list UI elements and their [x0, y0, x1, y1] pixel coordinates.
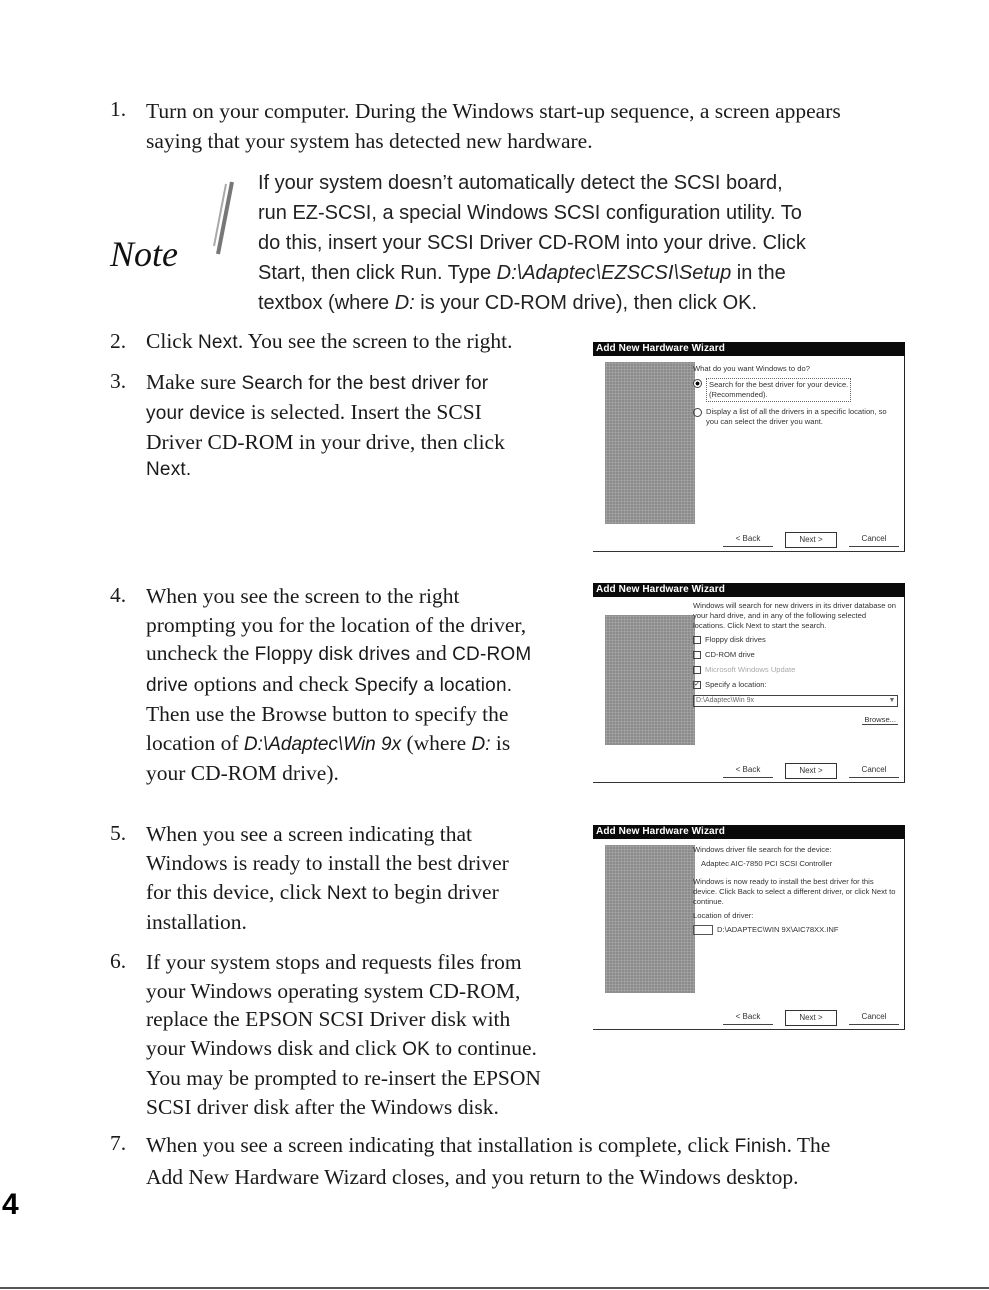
step-number: 6. — [110, 949, 127, 973]
cdrom-option[interactable]: CD-ROM drive — [693, 650, 898, 660]
note-line: do this, insert your SCSI Driver CD-ROM into your drive. Click — [258, 232, 806, 254]
step-number: 2. — [110, 329, 127, 353]
page-number: 4 — [2, 1188, 19, 1221]
dialog-title: Add New Hardware Wizard — [593, 342, 905, 356]
next-button[interactable]: Next > — [785, 1010, 837, 1026]
location-label: Location of driver: — [693, 911, 754, 920]
step-number: 5. — [110, 821, 127, 845]
note-text — [258, 168, 898, 318]
dialog-ready-text: Windows is now ready to install the best driver for this device. Click Back to select a different driver, or click Next to continue. — [693, 877, 896, 906]
wizard-art — [605, 845, 695, 993]
step-number: 3. — [110, 369, 127, 393]
cancel-button[interactable]: Cancel — [849, 532, 899, 547]
step-text-line: saying that your system has detected new hardware. — [146, 129, 593, 153]
wizard-dialog-search — [593, 342, 905, 552]
floppy-option[interactable]: Floppy disk drives — [693, 635, 898, 645]
note-line: Start, then click Run. Type D:\Adaptec\EZSCSI\Setup in the — [258, 262, 786, 284]
radio-icon[interactable] — [693, 408, 702, 417]
note-line: run EZ-SCSI, a special Windows SCSI configuration utility. To — [258, 202, 802, 224]
cancel-button[interactable]: Cancel — [849, 1010, 899, 1025]
wizard-dialog-ready — [593, 825, 905, 1030]
wizard-dialog-location — [593, 583, 905, 783]
note-label: Note — [110, 234, 178, 272]
step-text-line: Turn on your computer. During the Windows start-up sequence, a screen appears — [146, 99, 841, 123]
note-line: textbox (where D: is your CD-ROM drive), then click OK. — [258, 292, 758, 314]
back-button[interactable]: < Back — [723, 532, 773, 547]
location-combo[interactable]: D:\Adaptec\Win 9x ▼ — [693, 695, 898, 707]
checkbox-checked-icon[interactable]: ✓ — [694, 681, 700, 688]
checkbox-icon[interactable] — [693, 636, 701, 644]
browse-button[interactable]: Browse... — [864, 715, 896, 724]
step-number: 7. — [110, 1131, 127, 1155]
dropdown-arrow-icon[interactable]: ▼ — [888, 697, 896, 704]
step-number: 1. — [110, 97, 127, 121]
cancel-button[interactable]: Cancel — [849, 763, 899, 778]
dialog-title: Add New Hardware Wizard — [593, 583, 905, 597]
driver-location-path: D:\ADAPTEC\WIN 9X\AIC78XX.INF — [717, 925, 839, 934]
search-option[interactable]: Search for the best driver for your device. (Recommended). — [693, 378, 898, 402]
windows-update-option[interactable]: Microsoft Windows Update — [693, 665, 898, 675]
bottom-rule — [0, 1287, 989, 1289]
dialog-question: What do you want Windows to do? — [693, 364, 810, 373]
radio-icon[interactable] — [693, 379, 702, 388]
note-mark — [108, 176, 248, 277]
checkbox-icon[interactable] — [693, 651, 701, 659]
step-number: 4. — [110, 583, 127, 607]
back-button[interactable]: < Back — [723, 763, 773, 778]
back-button[interactable]: < Back — [723, 1010, 773, 1025]
next-button[interactable]: Next > — [785, 763, 837, 779]
device-name: Adaptec AIC-7850 PCI SCSI Controller — [701, 859, 833, 868]
dialog-found: Windows driver file search for the device: — [693, 845, 832, 854]
next-button[interactable]: Next > — [785, 532, 837, 548]
driver-file-icon — [693, 925, 713, 935]
wizard-art — [605, 615, 695, 745]
checkbox-icon[interactable] — [693, 666, 701, 674]
dialog-intro: Windows will search for new drivers in its driver database on your hard drive, and in any of the following selected locations. Click Next to start the search. — [693, 601, 897, 630]
wizard-art — [605, 362, 695, 524]
specify-location-option[interactable]: ✓ Specify a location: — [694, 680, 767, 689]
dialog-title: Add New Hardware Wizard — [593, 825, 905, 839]
display-list-option[interactable]: Display a list of all the drivers in a specific location, so you can select the driver you want. — [693, 407, 898, 427]
note-pencil-icon — [108, 176, 248, 272]
note-line: If your system doesn’t automatically detect the SCSI board, — [258, 172, 783, 194]
